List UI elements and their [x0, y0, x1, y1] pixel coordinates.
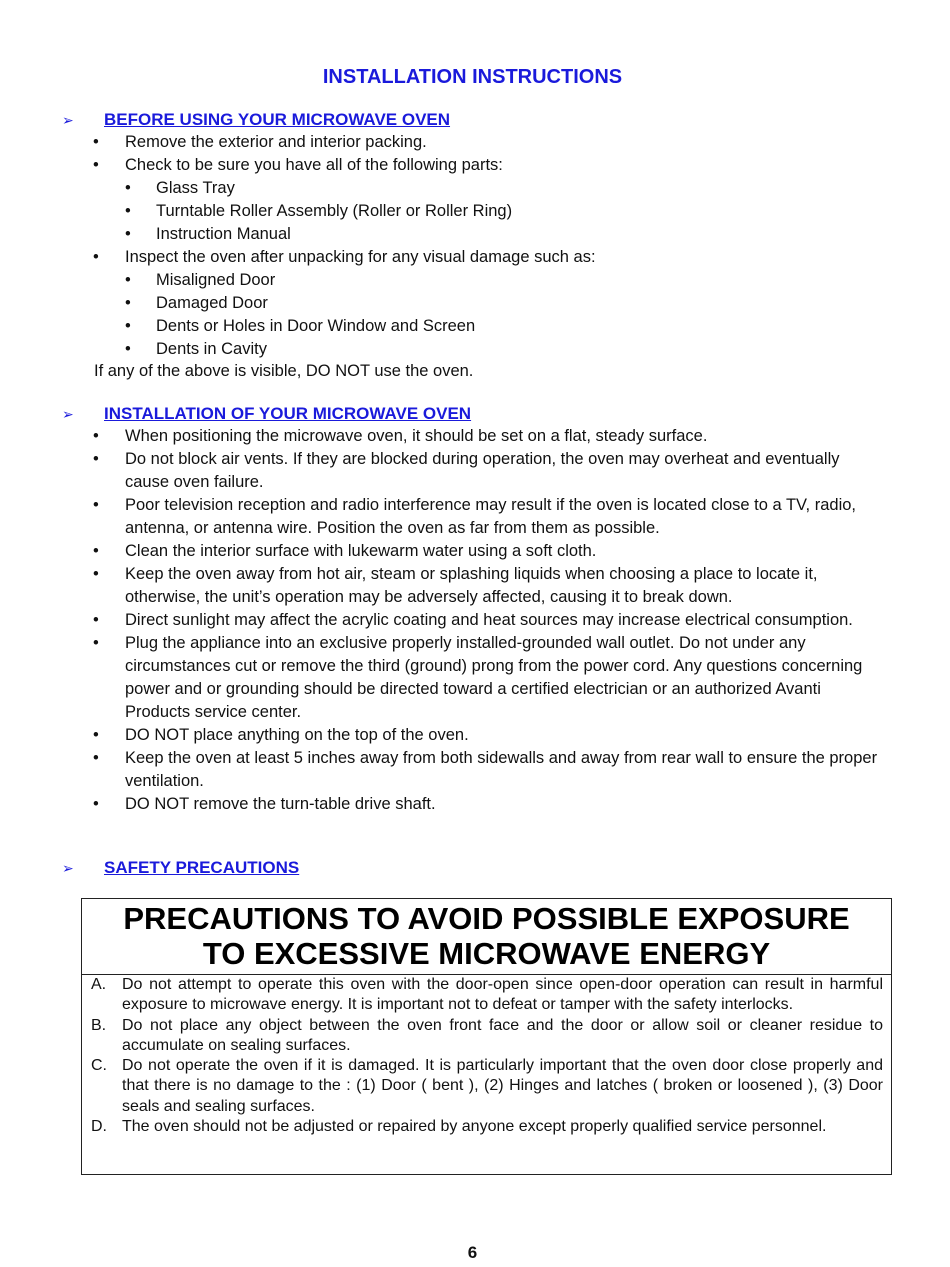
list-item: • Check to be sure you have all of the following parts: • Glass Tray • Turntable Roller Assembly (Roller or Roller Ring) • Instruction Manual	[125, 154, 885, 246]
precautions-box-title: PRECAUTIONS TO AVOID POSSIBLE EXPOSURE TO EXCESSIVE MICROWAVE ENERGY	[82, 899, 891, 975]
list-item: • Do not block air vents. If they are blocked during operation, the oven may overheat and eventually cause oven failure.	[93, 450, 840, 491]
bullet-icon: •	[93, 795, 99, 813]
list-item: • Glass Tray	[156, 177, 885, 200]
item-letter: D.	[91, 1118, 107, 1136]
list-item: A. Do not attempt to operate this oven with the door-open since open-door operation can result in harmful exposure to microwave energy. It is important not to defeat or tamper with the safety interlocks.	[91, 976, 883, 1014]
bullet-icon: •	[125, 271, 131, 289]
section-heading-safety	[62, 857, 299, 879]
section-heading-text: SAFETY PRECAUTIONS	[104, 858, 300, 877]
item-letter: A.	[91, 976, 107, 993]
page-title: INSTALLATION INSTRUCTIONS	[322, 66, 623, 88]
list-item: • Clean the interior surface with lukewarm water using a soft cloth.	[125, 540, 885, 563]
bullet-icon: •	[93, 542, 99, 560]
before-using-list	[93, 131, 885, 361]
list-item: • Keep the oven at least 5 inches away from both sidewalls and away from rear wall to ensure the proper ventilation.	[93, 749, 878, 790]
arrow-bullet-icon: ➢	[62, 112, 74, 128]
item-letter: C.	[91, 1057, 107, 1075]
list-item: • Instruction Manual	[156, 223, 885, 246]
list-item: • DO NOT remove the turn-table drive shaft.	[125, 793, 885, 816]
section-heading-before-using	[62, 109, 450, 131]
bullet-icon: •	[93, 726, 99, 744]
list-item: D. The oven should not be adjusted or repaired by anyone except properly qualified service personnel.	[122, 1117, 883, 1137]
damage-list	[125, 269, 885, 361]
bullet-icon: •	[93, 611, 99, 629]
arrow-bullet-icon: ➢	[62, 860, 74, 876]
bullet-icon: •	[93, 156, 99, 174]
bullet-icon: •	[93, 248, 99, 266]
section-heading-text: BEFORE USING YOUR MICROWAVE OVEN	[104, 110, 451, 129]
precautions-box	[81, 898, 892, 1175]
section-heading-text: INSTALLATION OF YOUR MICROWAVE OVEN	[104, 404, 472, 423]
section-heading-installation	[62, 403, 471, 425]
bullet-icon: •	[125, 202, 131, 220]
installation-list	[93, 425, 885, 816]
bullet-icon: •	[93, 450, 99, 468]
list-item: • When positioning the microwave oven, it should be set on a flat, steady surface.	[125, 425, 885, 448]
page-number: 6	[467, 1243, 478, 1262]
list-item: • Damaged Door	[156, 292, 885, 315]
bullet-icon: •	[93, 427, 99, 445]
bullet-icon: •	[93, 634, 99, 652]
item-letter: B.	[91, 1016, 107, 1034]
list-item: • Inspect the oven after unpacking for any visual damage such as: • Misaligned Door • Damaged Door • Dents or Holes in Door Window and Screen • Dents in Cavity	[125, 246, 885, 361]
list-item: • DO NOT place anything on the top of the oven.	[125, 724, 885, 747]
bullet-icon: •	[125, 179, 131, 197]
bullet-icon: •	[93, 565, 99, 583]
arrow-bullet-icon: ➢	[62, 406, 74, 422]
visible-damage-note: If any of the above is visible, DO NOT use the oven.	[94, 362, 474, 380]
precautions-list	[82, 975, 891, 1137]
list-item: • Remove the exterior and interior packing.	[125, 131, 885, 154]
bullet-icon: •	[93, 133, 99, 151]
list-item: B. Do not place any object between the oven front face and the door or allow soil or cleaner residue to accumulate on sealing surfaces.	[91, 1016, 883, 1054]
bullet-icon: •	[93, 496, 99, 514]
list-item: • Misaligned Door	[156, 269, 885, 292]
list-item: C. Do not operate the oven if it is damaged. It is particularly important that the oven door close properly and that there is no damage to the : (1) Door ( bent ), (2) Hinges and latches ( broken or loosened ), (3) Door seals and sealing surfaces.	[91, 1057, 883, 1115]
list-item: • Poor television reception and radio interference may result if the oven is located close to a TV, radio, antenna, or antenna wire. Position the oven as far from them as possible.	[93, 496, 856, 537]
list-item: • Plug the appliance into an exclusive properly installed-grounded wall outlet. Do not under any circumstances cut or remove the third (ground) prong from the power cord. Any questions concerning power and or grounding should be directed toward a certified electrician or an authorized Avanti Products service center.	[93, 634, 863, 721]
bullet-icon: •	[125, 294, 131, 312]
list-item: • Keep the oven away from hot air, steam or splashing liquids when choosing a place to locate it, otherwise, the unit’s operation may be adversely affected, causing it to break down.	[93, 565, 818, 606]
bullet-icon: •	[93, 749, 99, 767]
list-item: • Dents in Cavity	[156, 338, 885, 361]
list-item: • Direct sunlight may affect the acrylic coating and heat sources may increase electrical consumption.	[125, 609, 885, 632]
bullet-icon: •	[125, 225, 131, 243]
list-item: • Dents or Holes in Door Window and Screen	[156, 315, 885, 338]
list-item: • Turntable Roller Assembly (Roller or Roller Ring)	[156, 200, 885, 223]
bullet-icon: •	[125, 317, 131, 335]
bullet-icon: •	[125, 340, 131, 358]
parts-list	[125, 177, 885, 246]
